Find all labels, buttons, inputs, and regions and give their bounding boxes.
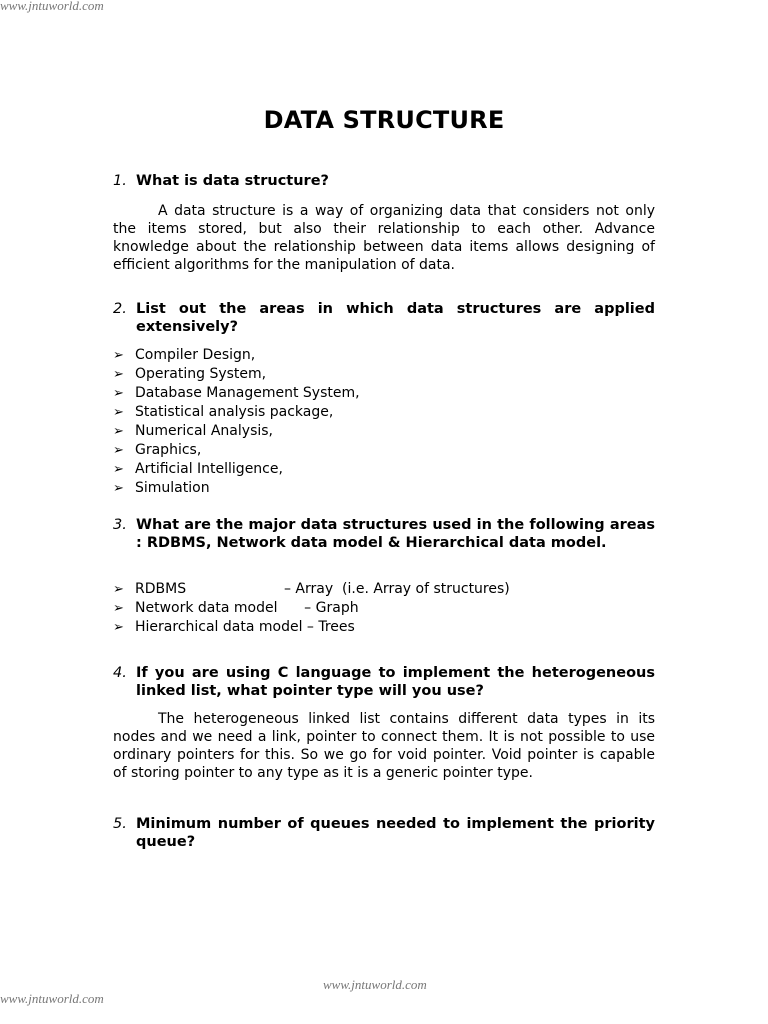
arrow-bullet-icon: ➢	[113, 620, 124, 635]
list-item	[113, 403, 655, 422]
question-text: What are the major data structures used in the following areas : RDBMS, Network data model & Hierarchical data model.	[136, 517, 655, 551]
question-1	[113, 172, 655, 190]
arrow-bullet-icon: ➢	[113, 424, 124, 439]
list-item-text: Statistical analysis package,	[135, 404, 334, 420]
arrow-bullet-icon: ➢	[113, 367, 124, 382]
list-item-text: Graphics,	[135, 442, 202, 458]
list-item-text: Artificial Intelligence,	[135, 461, 283, 477]
applications-list	[113, 346, 655, 498]
question-5	[113, 815, 655, 851]
answer-4: The heterogeneous linked list contains different data types in its nodes and we need a link, pointer to connect them. It is not possible to use ordinary pointers for this. So we go for void pointer. Void pointer is capable of storing pointer to any type as it is a generic pointer type.	[113, 711, 655, 781]
list-item-text: Operating System,	[135, 366, 267, 382]
question-2	[113, 300, 655, 336]
question-text: What is data structure?	[136, 173, 329, 189]
list-item-text: Hierarchical data model – Trees	[135, 619, 355, 635]
question-number: 1.	[113, 173, 127, 189]
list-item-text: Database Management System,	[135, 385, 360, 401]
watermark-bottom-center: www.jntuworld.com	[323, 977, 427, 992]
data-structure-mapping-list	[113, 580, 655, 637]
arrow-bullet-icon: ➢	[113, 462, 124, 477]
list-item-text: Compiler Design,	[135, 347, 256, 363]
list-item	[113, 422, 655, 441]
list-item	[113, 346, 655, 365]
question-3	[113, 516, 655, 552]
list-item	[113, 365, 655, 384]
arrow-bullet-icon: ➢	[113, 386, 124, 401]
list-item-text: RDBMS – Array (i.e. Array of structures)	[135, 581, 510, 597]
arrow-bullet-icon: ➢	[113, 601, 124, 616]
arrow-bullet-icon: ➢	[113, 443, 124, 458]
list-item-text: Network data model – Graph	[135, 600, 359, 616]
page-title: DATA STRUCTURE	[263, 106, 505, 134]
arrow-bullet-icon: ➢	[113, 582, 124, 597]
question-number: 2.	[113, 301, 127, 317]
list-item	[113, 460, 655, 479]
arrow-bullet-icon: ➢	[113, 481, 124, 496]
list-item	[113, 384, 655, 403]
list-item	[113, 479, 655, 498]
arrow-bullet-icon: ➢	[113, 348, 124, 363]
list-item	[113, 618, 655, 637]
question-number: 5.	[113, 816, 127, 832]
list-item	[113, 441, 655, 460]
question-number: 4.	[113, 665, 127, 681]
watermark-bottom-left: www.jntuworld.com	[0, 991, 104, 1006]
question-number: 3.	[113, 517, 127, 533]
question-text: Minimum number of queues needed to implement the priority queue?	[136, 816, 655, 850]
question-4	[113, 664, 655, 700]
list-item	[113, 599, 655, 618]
watermark-top: www.jntuworld.com	[0, 0, 104, 13]
answer-1: A data structure is a way of organizing data that considers not only the items stored, but also their relationship to each other. Advance knowledge about the relationship between data items allows designing of efficient algorithms for the manipulation of data.	[113, 203, 655, 273]
list-item-text: Simulation	[135, 480, 210, 496]
list-item-text: Numerical Analysis,	[135, 423, 273, 439]
question-text: If you are using C language to implement the heterogeneous linked list, what pointer type will you use?	[136, 665, 655, 699]
arrow-bullet-icon: ➢	[113, 405, 124, 420]
question-text: List out the areas in which data structures are applied extensively?	[136, 301, 655, 335]
list-item	[113, 580, 655, 599]
